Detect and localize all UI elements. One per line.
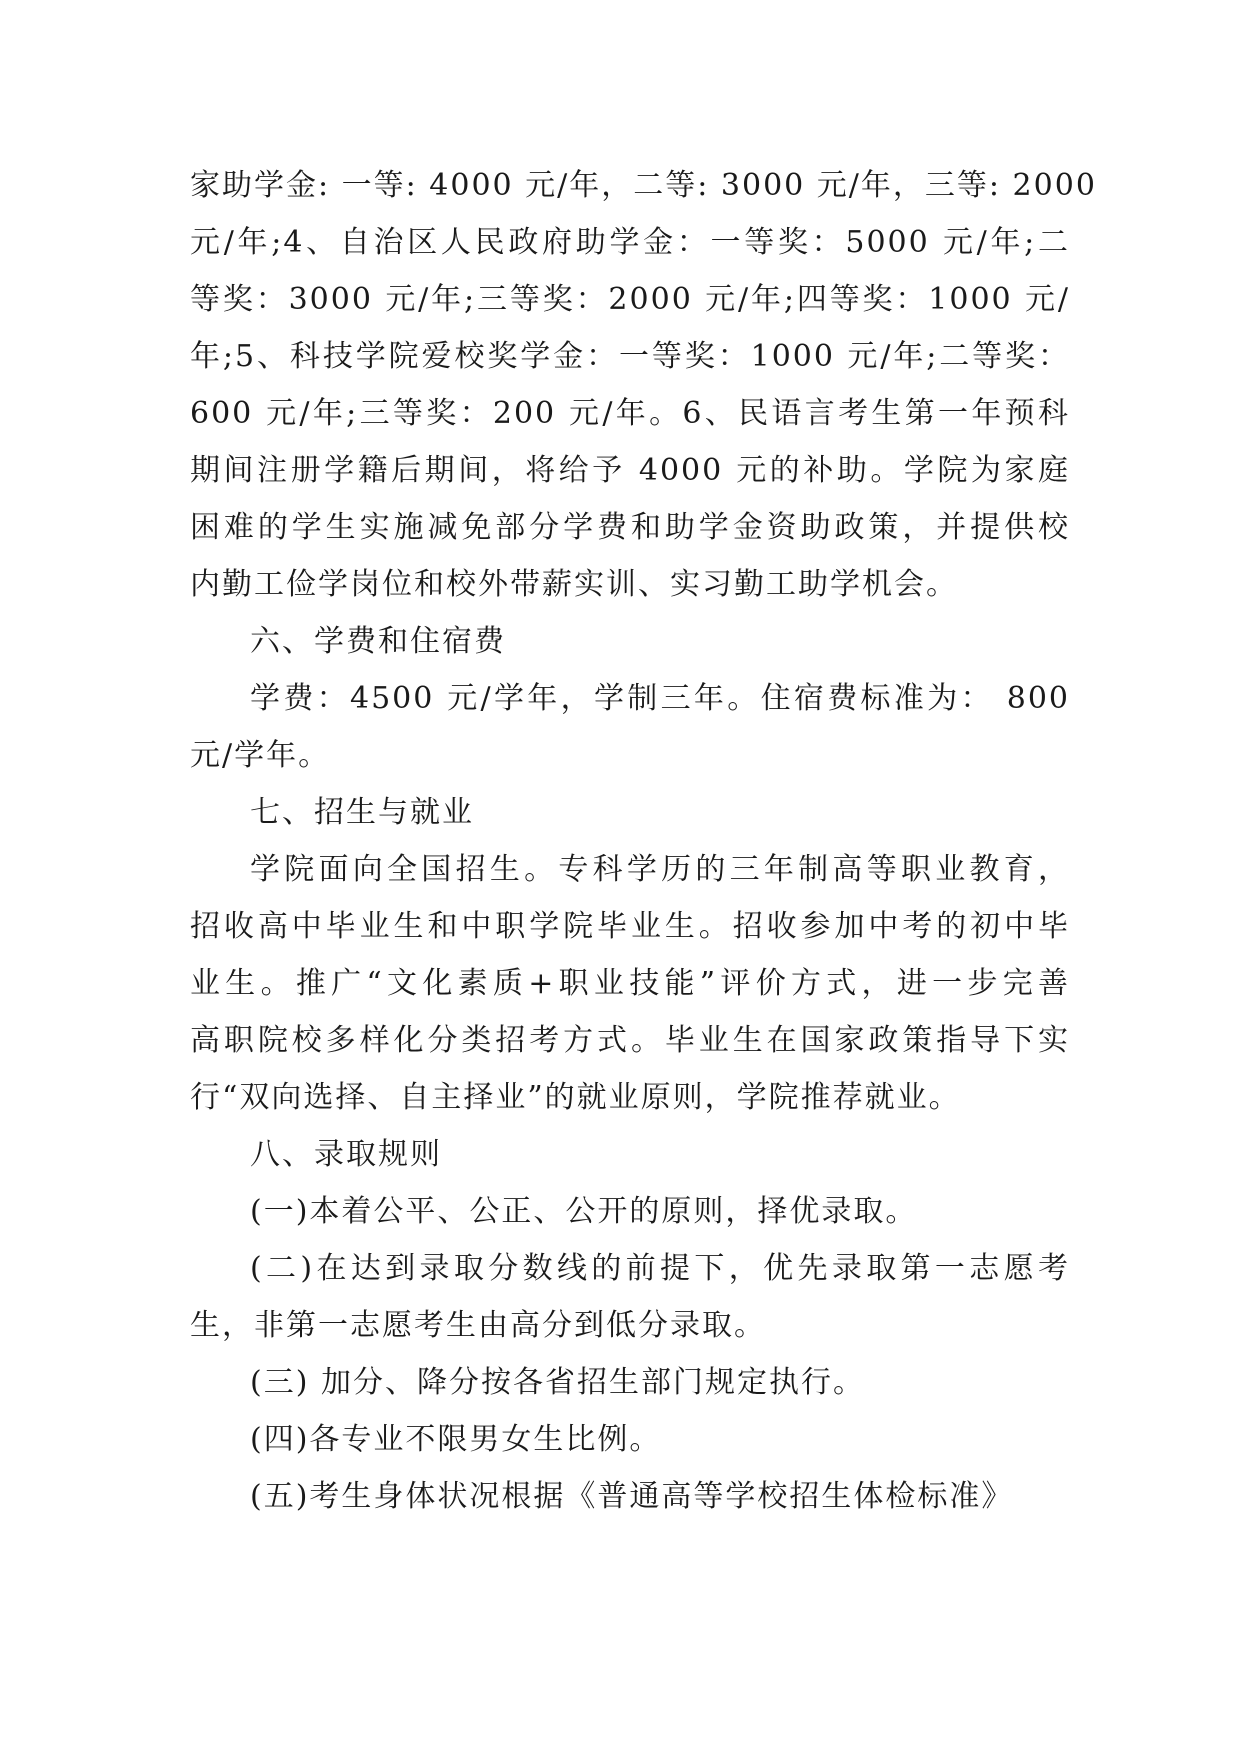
text-line: 期间注册学籍后期间，将给予 4000 元的补助。学院为家庭 — [190, 453, 1070, 488]
text-line: (五)考生身体状况根据《普通高等学校招生体检标准》 — [250, 1479, 1014, 1514]
text-line: 学费：4500 元/学年，学制三年。住宿费标准为： 800 — [250, 681, 1070, 716]
text-line: 高职院校多样化分类招考方式。毕业生在国家政策指导下实 — [190, 1023, 1070, 1058]
text-line: 等奖：3000 元/年;三等奖：2000 元/年;四等奖：1000 元/ — [190, 282, 1070, 317]
text-line: 内勤工俭学岗位和校外带薪实训、实习勤工助学机会。 — [190, 567, 958, 602]
text-line: 家助学金: 一等: 4000 元/年，二等: 3000 元/年，三等: 2000 — [190, 168, 1097, 203]
text-line: 年;5、科技学院爱校奖学金：一等奖：1000 元/年;二等奖： — [190, 339, 1070, 374]
text-line: 生，非第一志愿考生由高分到低分录取。 — [190, 1308, 766, 1343]
text-line: 困难的学生实施减免部分学费和助学金资助政策，并提供校 — [190, 510, 1070, 545]
text-line: (四)各专业不限男女生比例。 — [250, 1422, 662, 1457]
text-line: 招收高中毕业生和中职学院毕业生。招收参加中考的初中毕 — [190, 909, 1070, 944]
section-heading: 八、录取规则 — [250, 1137, 442, 1172]
text-line: 元/年;4、自治区人民政府助学金：一等奖：5000 元/年;二 — [190, 225, 1070, 260]
text-line: (一)本着公平、公正、公开的原则，择优录取。 — [250, 1194, 918, 1229]
section-heading: 六、学费和住宿费 — [250, 624, 506, 659]
text-line: 学院面向全国招生。专科学历的三年制高等职业教育， — [250, 852, 1070, 887]
text-line: (三) 加分、降分按各省招生部门规定执行。 — [250, 1365, 865, 1400]
text-line: (二)在达到录取分数线的前提下，优先录取第一志愿考 — [250, 1251, 1070, 1286]
section-heading: 七、招生与就业 — [250, 795, 474, 830]
text-line: 行“双向选择、自主择业”的就业原则，学院推荐就业。 — [190, 1080, 961, 1115]
text-line: 元/学年。 — [190, 738, 331, 773]
text-line: 业生。推广“文化素质+职业技能”评价方式，进一步完善 — [190, 966, 1070, 1001]
text-line: 600 元/年;三等奖：200 元/年。6、民语言考生第一年预科 — [190, 396, 1070, 431]
